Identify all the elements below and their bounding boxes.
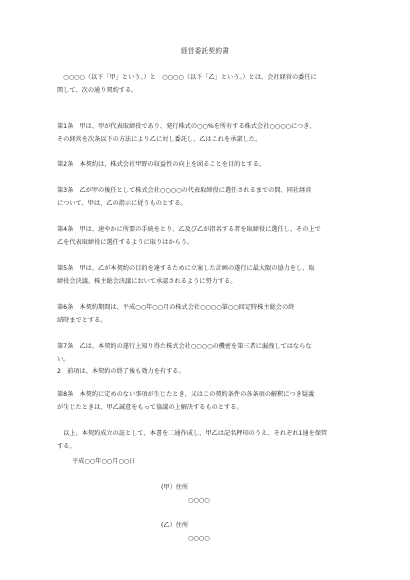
article-6	[57, 302, 377, 327]
article-line: について、甲は、乙の指示に従うものとする。	[57, 199, 187, 207]
closing-line: する。	[57, 442, 76, 450]
article-8	[57, 389, 377, 414]
intro-paragraph	[57, 72, 377, 97]
closing-line: 以上、本契約成立の証として、本書を二通作成し、甲乙は記名押印のうえ、それぞれ1通を保管	[57, 430, 328, 437]
article-4	[57, 224, 377, 249]
intro-line: 関して、次の通り契約する。	[57, 86, 138, 94]
party-b-name: ○○○○	[188, 535, 210, 542]
intro-line: ○○○○（以下「甲」という。）と ○○○○（以下「乙」という。）とは、会社経営の委任に	[57, 74, 317, 81]
article-line: 第1条 甲は、甲が代表取締役であり、発行株式の○○%を所有する株式会社○○○○につき、	[57, 123, 316, 130]
article-7	[57, 341, 377, 379]
party-a-name: ○○○○	[188, 497, 210, 504]
article-line: 第7条 乙は、本契約の遂行上知り得た株式会社○○○○の機密を第三者に漏洩してはならな	[57, 343, 312, 350]
article-line: が生じたときは、甲乙誠意をもって協議の上解決するものとする。	[57, 403, 243, 411]
article-line: 第6条 本契約期間は、平成○○年○○月の株式会社○○○○第○○回定時株主総会の終	[57, 304, 295, 311]
article-line: 第4条 甲は、速やかに所要の手続をとり、乙及び乙が指名する者を取締役に選任し、その上で	[57, 226, 321, 233]
article-line: 2 前項は、本契約の終了後も効力を有する。	[57, 368, 185, 375]
article-line: 第8条 本契約に定めのない事項が生じたとき、又はこの契約条件の各条項の解釈につき疑義	[57, 391, 315, 398]
article-line: 結時までとする。	[57, 316, 107, 324]
party-b-address-label: (乙）住所	[161, 522, 189, 529]
document-title: 経営委託契約書	[180, 47, 230, 55]
article-5	[57, 263, 377, 288]
article-1	[57, 121, 377, 146]
closing-paragraph	[57, 428, 377, 453]
article-line: その経営を次条以下の方法により乙に対し委託し、乙はこれを承諾した。	[57, 135, 262, 143]
article-line: 第5条 甲は、乙が本契約の目的を達するために立案した計画の遂行に最大限の協力をし、取	[57, 265, 315, 272]
article-line: 乙を代表取締役に選任するように取りはからう。	[57, 238, 194, 246]
party-a-address-label: (甲）住所	[161, 484, 189, 491]
article-line: い。	[57, 355, 70, 363]
contract-date: 平成○○年○○月○○日	[72, 458, 136, 465]
article-2	[57, 159, 377, 172]
article-3	[57, 185, 377, 210]
article-line: 締役会決議、株主総会決議において承認されるように努力する。	[57, 277, 237, 285]
article-line: 第2条 本契約は、株式会社甲野の収益性の向上を図ることを目的とする。	[57, 161, 266, 168]
article-line: 第3条 乙が甲の後任として株式会社○○○○の代表取締役に選任されるまでの間、同社経営	[57, 187, 312, 194]
